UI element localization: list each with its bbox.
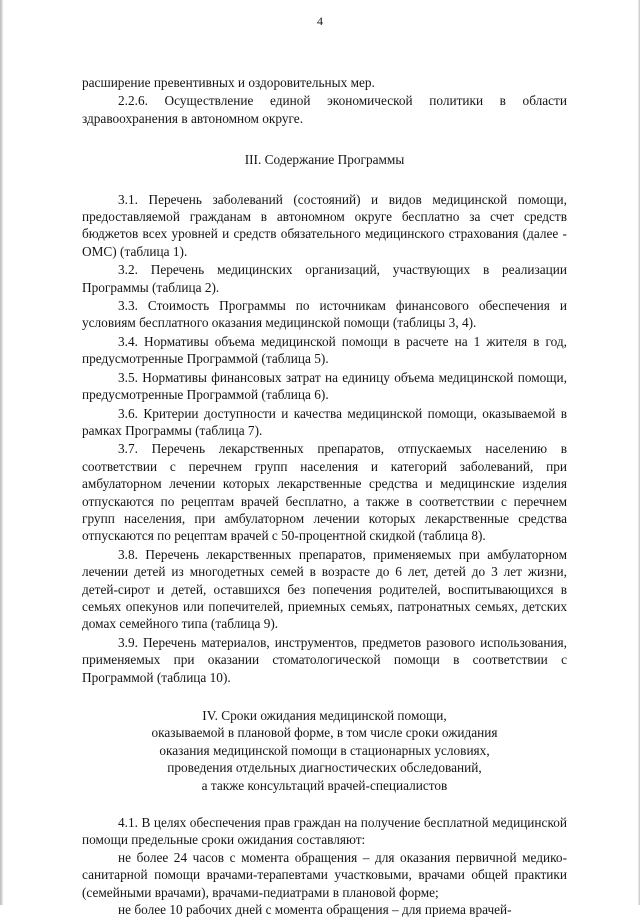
section-4-title-line-2: оказываемой в плановой форме, в том числе сроки ожидания [151, 725, 498, 741]
section-4-title [82, 707, 567, 794]
paragraph-2-2-6: 2.2.6. Осуществление единой экономической политики в области здравоохранения в автономном округе. [82, 93, 567, 126]
section-3-title: III. Содержание Программы [244, 152, 405, 168]
item-3-6: 3.6. Критерии доступности и качества медицинской помощи, оказываемой в рамках Программы (таблица 7). [82, 405, 567, 438]
item-3-2: 3.2. Перечень медицинских организаций, участвующих в реализации Программы (таблица 2). [82, 262, 567, 295]
item-3-8: 3.8. Перечень лекарственных препаратов, применяемых при амбулаторном лечении детей из многодетных семей в возрасте до 6 лет, детей до 3 лет жизни, детей-сирот и детей, оставшихся без попечения родителей, воспитывающихся в семьях опекунов или попечителей, приемных семьях, патронатных семьях, детских домах семейного типа (таблица 9). [82, 546, 567, 632]
section-4-title-line-5: а также консультаций врачей-специалистов [201, 777, 448, 793]
item-3-3: 3.3. Стоимость Программы по источникам финансового обеспечения и условиям бесплатного оказания медицинской помощи (таблицы 3, 4). [82, 298, 567, 331]
item-3-4: 3.4. Нормативы объема медицинской помощи в расчете на 1 жителя в год, предусмотренные Программой (таблица 5). [82, 333, 567, 367]
scan-edge-left [0, 0, 3, 905]
section-4-title-line-3: оказания медицинской помощи в стационарных условиях, [159, 742, 490, 758]
page-number: 4 [317, 14, 323, 28]
item-3-5: 3.5. Нормативы финансовых затрат на единицу объема медицинской помощи, предусмотренные Программой (таблица 6). [82, 369, 567, 403]
section-4-title-line-1: IV. Сроки ожидания медицинской помощи, [202, 708, 447, 723]
item-3-1: 3.1. Перечень заболеваний (состояний) и видов медицинской помощи, предоставляемой гражданам в автономном округе бесплатно за счет средств бюджетов всех уровней и средств обязательного медицинского страхования (далее - ОМС) (таблица 1). [82, 191, 567, 259]
term-10-days: не более 10 рабочих дней с момента обращения – для приема врачей- [118, 902, 512, 918]
item-3-7: 3.7. Перечень лекарственных препаратов, отпускаемых населению в соответствии с перечнем групп населения и категорий заболеваний, при амбулаторном лечении которых лекарственные средства и медицинские изделия отпускаются по рецептам врачей бесплатно, а также в соответствии с перечнем групп населения, при амбулаторном лечении которых лекарственные средства отпускаются по рецептам врачей с 50-процентной скидкой (таблица 8). [82, 441, 567, 544]
term-24-hours: не более 24 часов с момента обращения – для оказания первичной медико-санитарной помощи врачами-терапевтами участковыми, врачами общей практики (семейными врачами), врачами-педиатрами в плановой форме; [82, 849, 567, 900]
item-3-9: 3.9. Перечень материалов, инструментов, предметов разового использования, применяемых при оказании стоматологической помощи в соответствии с Программой (таблица 10). [82, 634, 567, 685]
paragraph-4-1: 4.1. В целях обеспечения прав граждан на получение бесплатной медицинской помощи предельные сроки ожидания составляют: [82, 815, 567, 848]
document-body [82, 74, 567, 918]
section-4-title-line-4: проведения отдельных диагностических обследований, [167, 760, 482, 776]
section-2-tail: расширение превентивных и оздоровительных мер. [82, 75, 375, 90]
